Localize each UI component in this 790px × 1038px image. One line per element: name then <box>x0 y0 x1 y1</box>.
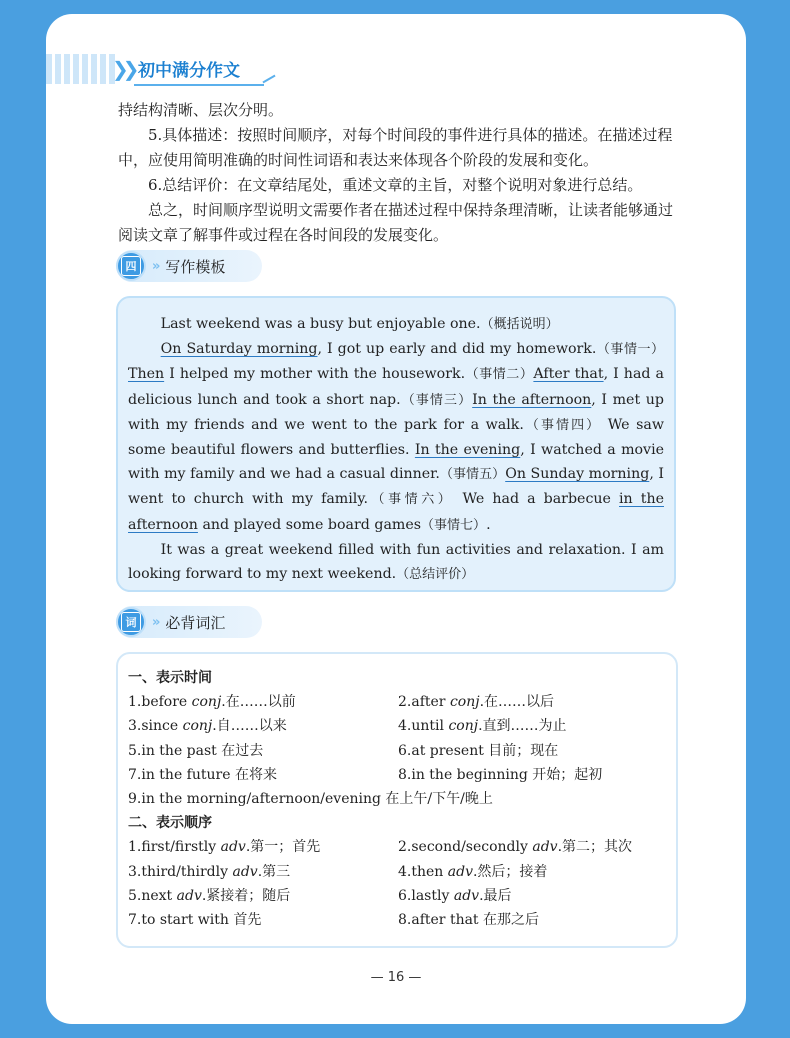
part-of-speech: adv <box>176 887 202 904</box>
vocab-item <box>128 860 398 884</box>
vocab-row <box>128 908 668 932</box>
item-word: next <box>141 887 173 904</box>
vocab-item <box>128 739 398 763</box>
annotation: （事情四） <box>523 417 602 433</box>
item-word: to start with <box>141 912 229 929</box>
template-paragraph-2 <box>128 337 664 538</box>
time-phrase: On Saturday morning <box>160 341 318 358</box>
book-title: 初中满分作文 <box>138 61 240 81</box>
vocab-group-1 <box>128 690 668 787</box>
paragraph: 5.具体描述：按照时间顺序，对每个时间段的事件进行具体的描述。在描述过程中，应使用简明准确的时间性词语和表达来体现各个阶段的发展和变化。 <box>118 126 673 169</box>
item-word: after <box>411 694 446 711</box>
item-number: 4. <box>398 863 412 880</box>
annotation: （事情五） <box>439 467 506 483</box>
annotation: （事情六） <box>367 492 455 508</box>
text: , I met up with my friends and we went to the park for a walk. <box>128 391 664 433</box>
item-meaning: .第一；首先 <box>245 839 321 856</box>
template-paragraph-1 <box>128 312 664 337</box>
vocab-item <box>398 763 668 787</box>
item-number: 8. <box>398 766 412 783</box>
header-underline <box>134 84 264 86</box>
item-number: 1. <box>128 694 142 711</box>
annotation: （事情三） <box>400 392 473 408</box>
vocab-item <box>398 690 668 714</box>
section-header-vocab <box>116 606 262 638</box>
double-chevron-icon: ❯❯ <box>112 57 134 81</box>
section-header-template <box>116 250 262 282</box>
time-phrase: In the evening <box>414 442 521 459</box>
part-of-speech: adv <box>532 839 558 856</box>
annotation: （概括说明） <box>480 317 559 332</box>
item-meaning: .第二；其次 <box>557 839 633 856</box>
item-word: since <box>141 718 179 735</box>
item-word: in the past <box>141 742 217 759</box>
annotation: （事情二） <box>465 367 534 383</box>
time-phrase: Then <box>128 366 165 383</box>
section-title: 写作模板 <box>165 257 226 276</box>
paragraph: 总之，时间顺序型说明文需要作者在描述过程中保持条理清晰，让读者能够通过阅读文章了解事件或过程在各时间段的发展变化。 <box>118 201 674 244</box>
item-word: until <box>411 718 444 735</box>
vocab-row <box>128 690 668 714</box>
vocab-item <box>128 908 398 932</box>
vocab-item <box>128 690 398 714</box>
annotation: （总结评价） <box>396 567 475 583</box>
text: , I watched a movie with my family and we had a casual dinner. <box>128 442 665 483</box>
text: We had a barbecue <box>454 491 619 508</box>
item-number: 4. <box>398 718 412 735</box>
item-number: 2. <box>398 694 412 711</box>
header-tab <box>46 54 276 84</box>
text: We saw some beautiful flowers and butterflies. <box>128 416 664 459</box>
vocab-item <box>398 908 668 932</box>
text: . <box>486 516 491 533</box>
vocab-row <box>128 835 668 859</box>
vocab-item: 9.in the morning/afternoon/evening 在上午/下午/晚上 <box>128 791 493 808</box>
template-icon <box>116 251 146 281</box>
double-chevron-icon: » <box>152 258 158 274</box>
vocab-group-title: 二、表示顺序 <box>128 815 212 832</box>
vocab-row <box>128 884 668 908</box>
vocab-group-2 <box>128 835 668 932</box>
text: and played some board games <box>197 516 422 533</box>
vocab-row <box>128 860 668 884</box>
vocab-row <box>128 763 668 787</box>
time-phrase: On Sunday morning <box>505 466 650 483</box>
item-number: 8. <box>398 912 412 929</box>
text: I helped my mother with the housework. <box>164 366 466 383</box>
item-number: 3. <box>128 718 142 735</box>
vocab-item <box>128 884 398 908</box>
vocab-item <box>128 835 398 859</box>
item-number: 6. <box>398 742 412 759</box>
vocab-item <box>398 835 668 859</box>
vocab-group-title: 一、表示时间 <box>128 670 212 686</box>
item-number: 1. <box>128 839 142 856</box>
item-meaning: 在过去 <box>216 742 264 759</box>
item-meaning: .然后；接着 <box>472 863 548 880</box>
item-meaning: 在将来 <box>230 766 277 783</box>
item-meaning: .紧接着；随后 <box>201 887 291 904</box>
part-of-speech: conj <box>449 694 480 711</box>
vocab-row <box>128 739 668 763</box>
text: , I had a delicious lunch and took a short nap. <box>128 366 665 408</box>
intro-text <box>118 98 678 248</box>
item-number: 6. <box>398 887 412 904</box>
item-meaning: 在那之后 <box>478 912 540 929</box>
item-number: 7. <box>128 912 142 929</box>
item-word: second/secondly <box>411 839 528 856</box>
vocab-item <box>398 860 668 884</box>
template-icon-glyph: 四 <box>121 256 141 276</box>
item-word: third/thirdly <box>141 863 229 880</box>
item-word: in the beginning <box>411 766 528 783</box>
item-meaning: .第三 <box>257 863 291 880</box>
item-word: first/firstly <box>141 839 217 856</box>
vocab-item <box>128 714 398 738</box>
part-of-speech: conj <box>191 694 222 711</box>
template-paragraph-3 <box>128 538 664 587</box>
item-number: 3. <box>128 863 142 880</box>
item-number: 7. <box>128 766 142 783</box>
header-stripes <box>46 54 116 84</box>
item-meaning: 首先 <box>228 912 262 929</box>
annotation: （事情一） <box>596 342 664 358</box>
item-meaning: .直到……为止 <box>478 718 567 735</box>
item-number: 2. <box>398 839 412 856</box>
item-meaning: .在……以后 <box>479 694 555 711</box>
vocab-item <box>398 884 668 908</box>
part-of-speech: conj <box>448 718 479 735</box>
part-of-speech: adv <box>453 887 480 904</box>
text: It was a great weekend filled with fun activities and relaxation. I am looking forward to my next weekend. <box>128 541 664 583</box>
vocab-box <box>116 652 678 948</box>
item-meaning: 开始；起初 <box>527 766 603 783</box>
vocab-item <box>398 739 668 763</box>
item-meaning: 目前；现在 <box>483 742 559 759</box>
vocab-row <box>128 714 668 738</box>
template-box <box>116 296 676 592</box>
item-word: before <box>141 694 188 711</box>
item-word: then <box>411 863 444 880</box>
item-number: 5. <box>128 887 142 904</box>
paragraph: 持结构清晰、层次分明。 <box>118 101 284 119</box>
part-of-speech: adv <box>232 863 258 880</box>
time-phrase: After that <box>533 366 604 383</box>
text: , I got up early and did my homework. <box>317 341 597 358</box>
section-title: 必背词汇 <box>165 613 226 632</box>
vocab-icon <box>116 607 146 637</box>
time-phrase: in the afternoon <box>128 491 664 533</box>
text: , I went to church with my family. <box>128 466 664 508</box>
item-meaning: .在……以前 <box>221 694 296 711</box>
text: Last weekend was a busy but enjoyable one. <box>160 316 481 332</box>
page <box>46 14 746 1024</box>
vocab-item <box>398 714 668 738</box>
part-of-speech: adv <box>220 839 246 856</box>
item-word: at present <box>411 742 484 759</box>
item-word: after that <box>411 912 479 929</box>
time-phrase: In the afternoon <box>472 391 592 408</box>
page-number: — 16 — <box>370 970 422 985</box>
annotation: （事情七） <box>421 517 487 533</box>
part-of-speech: conj <box>182 718 213 735</box>
vocab-item <box>128 763 398 787</box>
item-word: in the future <box>141 766 231 783</box>
double-chevron-icon: » <box>152 614 158 630</box>
part-of-speech: adv <box>447 863 473 880</box>
item-word: lastly <box>411 887 450 904</box>
paragraph: 6.总结评价：在文章结尾处，重述文章的主旨，对整个说明对象进行总结。 <box>148 176 643 194</box>
item-meaning: .自……以来 <box>212 718 287 735</box>
item-meaning: .最后 <box>479 887 512 904</box>
vocab-icon-glyph: 词 <box>121 612 141 632</box>
item-number: 5. <box>128 742 142 759</box>
